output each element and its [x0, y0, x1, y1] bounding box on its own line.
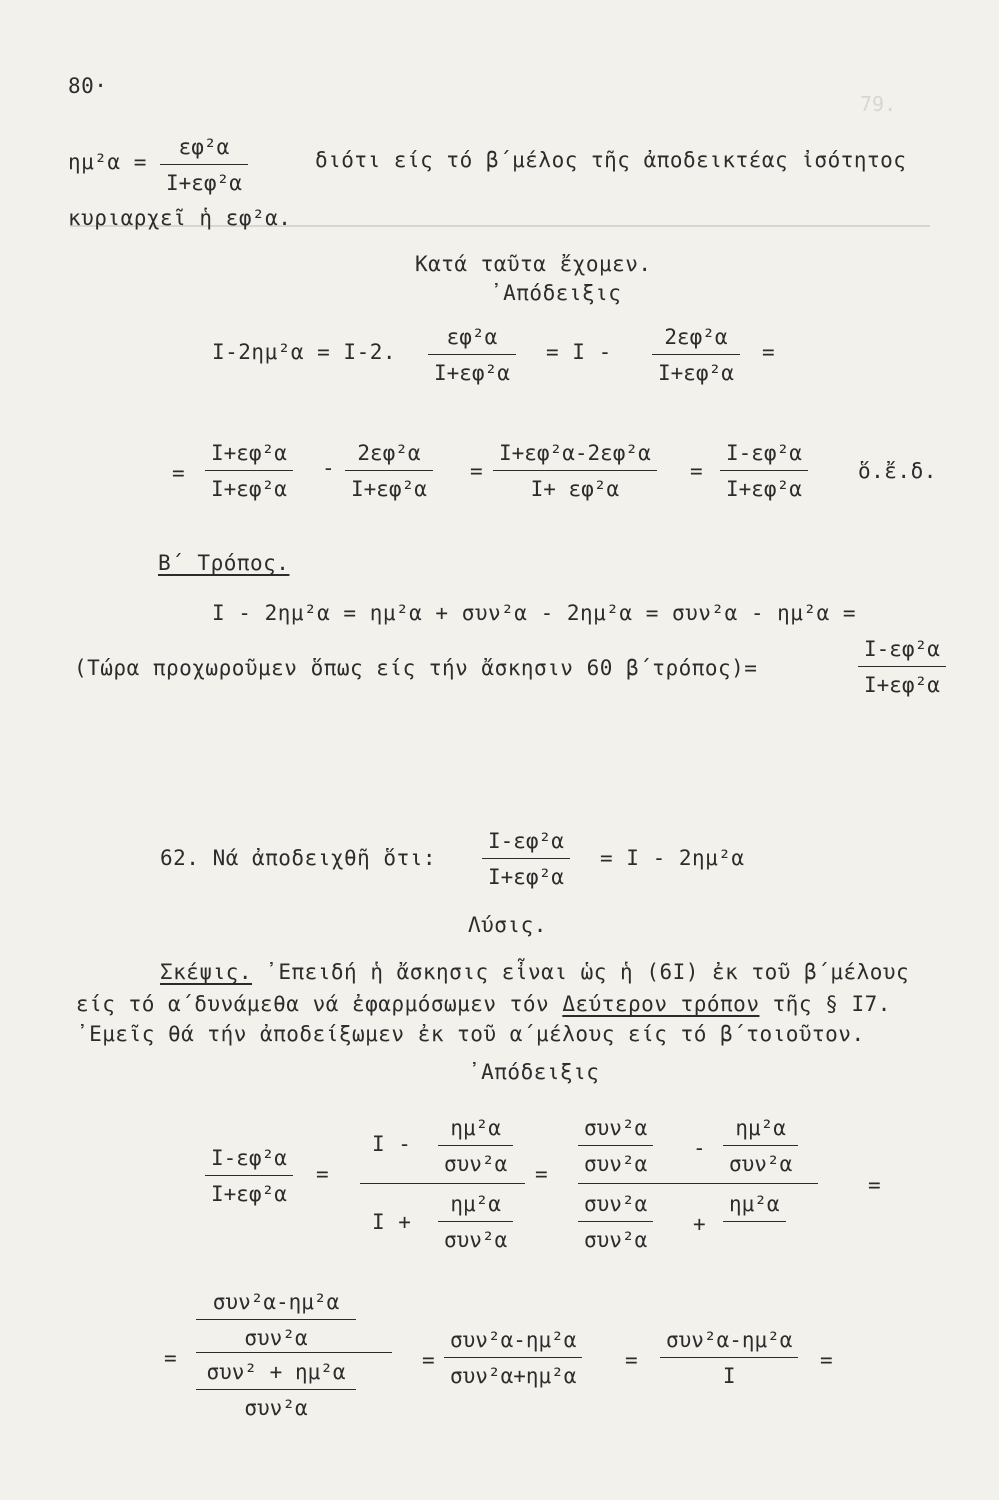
- eq3-line: Ι - 2ημ²α = ημ²α + συν²α - 2ημ²α = συν²α - ημ²α =: [212, 601, 857, 625]
- eq2-fraction-2: [345, 443, 433, 500]
- thought-line3: ᾿Εμεῖς θά τήν ἀποδείξωμεν ἐκ τοῦ α΄μέλους είς τό β΄τοιοῦτον.: [76, 1022, 865, 1046]
- fraction-denominator: Ι: [722, 1364, 736, 1388]
- eq2-op2: =: [470, 459, 484, 483]
- fraction-numerator: ημ²α: [735, 1116, 786, 1140]
- fraction-denominator: Ι+ εφ²α: [530, 477, 620, 501]
- eq1-mid: = Ι -: [546, 340, 612, 364]
- line1-fraction: [160, 137, 248, 194]
- fraction-numerator: Ι-εφ²α: [211, 1146, 287, 1170]
- fraction-numerator: ημ²α: [729, 1192, 780, 1216]
- fraction-denominator: συν²α: [444, 1152, 508, 1176]
- fraction-numerator: 2εφ²α: [357, 441, 421, 465]
- operator: +: [693, 1212, 707, 1236]
- eq6-op1: =: [422, 1348, 436, 1372]
- proof-heading-2: ᾿Απόδειξις: [468, 1060, 600, 1084]
- main-fraction-bar: [360, 1183, 525, 1184]
- inner-fraction: [578, 1194, 653, 1251]
- fraction-denominator: Ι+εφ²α: [726, 477, 802, 501]
- thought-block: [160, 962, 909, 983]
- fraction-denominator: Ι+εφ²α: [211, 1182, 287, 1206]
- inner-fraction: [196, 1292, 356, 1349]
- eq5-eq-a: =: [316, 1162, 330, 1186]
- fraction-numerator: συν²α: [584, 1192, 648, 1216]
- inner-fraction: [578, 1118, 653, 1175]
- fraction-denominator: Ι+εφ²α: [434, 361, 510, 385]
- eq2-start: =: [172, 461, 186, 485]
- fraction-denominator: συν²α: [729, 1152, 793, 1176]
- eq6-fraction-3: [660, 1330, 798, 1387]
- fraction-numerator: ημ²α: [450, 1116, 501, 1140]
- line3-text: Κατά ταῦτα ἔχομεν.: [415, 252, 652, 276]
- eq1-end: =: [762, 340, 776, 364]
- inner-fraction: [438, 1194, 513, 1251]
- exercise-62-label: 62. Νά ἀποδειχθῆ ὅτι:: [160, 846, 437, 870]
- fraction-numerator: 2εφ²α: [664, 325, 728, 349]
- fraction-denominator: συν²α: [244, 1326, 308, 1350]
- fraction-numerator: Ι+εφ²α: [211, 441, 287, 465]
- big-numerator-prefix: Ι -: [372, 1132, 412, 1156]
- eq1-lhs: Ι-2ημ²α = Ι-2.: [212, 340, 397, 364]
- fraction-denominator: Ι+εφ²α: [351, 477, 427, 501]
- fraction-denominator: [748, 1222, 760, 1230]
- fraction-numerator: συν²α-ημ²α: [212, 1290, 340, 1314]
- fraction-denominator: συν²α: [244, 1396, 308, 1420]
- eq4-fraction: [858, 639, 946, 696]
- eq2-fraction-4: [720, 443, 808, 500]
- exercise-62-fraction: [482, 831, 570, 888]
- fraction-numerator: εφ²α: [446, 325, 498, 349]
- eq5-big-fraction-2: [578, 1108, 818, 1258]
- page-number: 80·: [68, 74, 108, 98]
- fraction-denominator: συν²α+ημ²α: [450, 1364, 577, 1388]
- thought-line2-text: είς τό α΄δυνάμεθα νά ἐφαρμόσωμεν τόν: [76, 992, 550, 1016]
- fraction-numerator: Ι-εφ²α: [726, 441, 802, 465]
- qed-mark: ὅ.ἔ.δ.: [858, 459, 937, 483]
- method-b-heading: Β΄ Τρόπος.: [158, 551, 290, 575]
- eq6-fraction-2: [444, 1330, 582, 1387]
- eq1-fraction-1: [428, 327, 516, 384]
- fraction-denominator: συν²α: [584, 1228, 648, 1252]
- thought-line2-end: τῆς § Ι7.: [772, 992, 891, 1016]
- line1-lhs: ημ²α =: [68, 150, 147, 174]
- eq2-fraction-1: [205, 443, 293, 500]
- big-denominator-prefix: Ι +: [372, 1210, 412, 1234]
- eq5-big-fraction-1: [360, 1108, 525, 1258]
- eq6-big-fraction: [196, 1290, 396, 1440]
- inner-fraction: [438, 1118, 513, 1175]
- eq6-end: =: [820, 1348, 834, 1372]
- fraction-numerator: Ι-εφ²α: [488, 829, 564, 853]
- main-fraction-bar: [196, 1352, 392, 1353]
- inner-fraction: [196, 1362, 356, 1419]
- main-fraction-bar: [578, 1183, 818, 1184]
- fraction-numerator: συν²α-ημ²α: [450, 1328, 577, 1352]
- eq6-start: =: [164, 1346, 178, 1370]
- eq2-op1: -: [322, 456, 336, 480]
- fraction-numerator: συν²α: [584, 1116, 648, 1140]
- fraction-numerator: συν²α-ημ²α: [666, 1328, 793, 1352]
- fraction-numerator: Ι-εφ²α: [864, 637, 940, 661]
- fraction-denominator: Ι+εφ²α: [864, 673, 940, 697]
- eq5-eq-b: =: [535, 1162, 549, 1186]
- eq6-op2: =: [625, 1348, 639, 1372]
- bleed-through-text: 79.: [860, 92, 897, 116]
- eq5-lhs-fraction: [205, 1148, 293, 1205]
- fraction-numerator: συν² + ημ²α: [206, 1360, 346, 1384]
- eq4-text: (Τώρα προχωροῦμεν ὅπως είς τήν ἄσκησιν 60 β΄τρόπος)=: [74, 656, 758, 680]
- fraction-denominator: Ι+εφ²α: [658, 361, 734, 385]
- eq2-op3: =: [690, 459, 704, 483]
- thought-label: Σκέψις.: [160, 960, 253, 984]
- fraction-numerator: Ι+εφ²α-2εφ²α: [499, 441, 651, 465]
- thought-line1: ᾿Επειδή ἡ ἄσκησις εἶναι ὡς ἡ (6Ι) ἐκ τοῦ β΄μέλους: [265, 960, 910, 984]
- fraction-numerator: εφ²α: [178, 135, 230, 159]
- solution-heading: Λύσις.: [468, 913, 547, 937]
- thought-line2: [76, 994, 891, 1015]
- proof-heading-1: ᾿Απόδειξις: [490, 281, 622, 305]
- eq5-eq-c: =: [868, 1173, 882, 1197]
- inner-fraction: [723, 1118, 798, 1175]
- fraction-denominator: Ι+εφ²α: [166, 171, 242, 195]
- operator: -: [693, 1136, 707, 1160]
- fraction-denominator: Ι+εφ²α: [488, 865, 564, 889]
- eq2-fraction-3: [493, 443, 657, 500]
- exercise-62-rhs: = Ι - 2ημ²α: [600, 846, 745, 870]
- line2-text: κυριαρχεῖ ἡ εφ²α.: [68, 206, 292, 230]
- fraction-denominator: συν²α: [444, 1228, 508, 1252]
- inner-fraction: [723, 1194, 786, 1230]
- fraction-numerator: ημ²α: [450, 1192, 501, 1216]
- fraction-denominator: συν²α: [584, 1152, 648, 1176]
- fraction-denominator: Ι+εφ²α: [211, 477, 287, 501]
- eq1-fraction-2: [652, 327, 740, 384]
- section-reference: Δεύτερον τρόπον: [562, 992, 760, 1016]
- line1-text: διότι είς τό β΄μέλος τῆς ἀποδεικτέας ἰσότητος: [315, 148, 907, 172]
